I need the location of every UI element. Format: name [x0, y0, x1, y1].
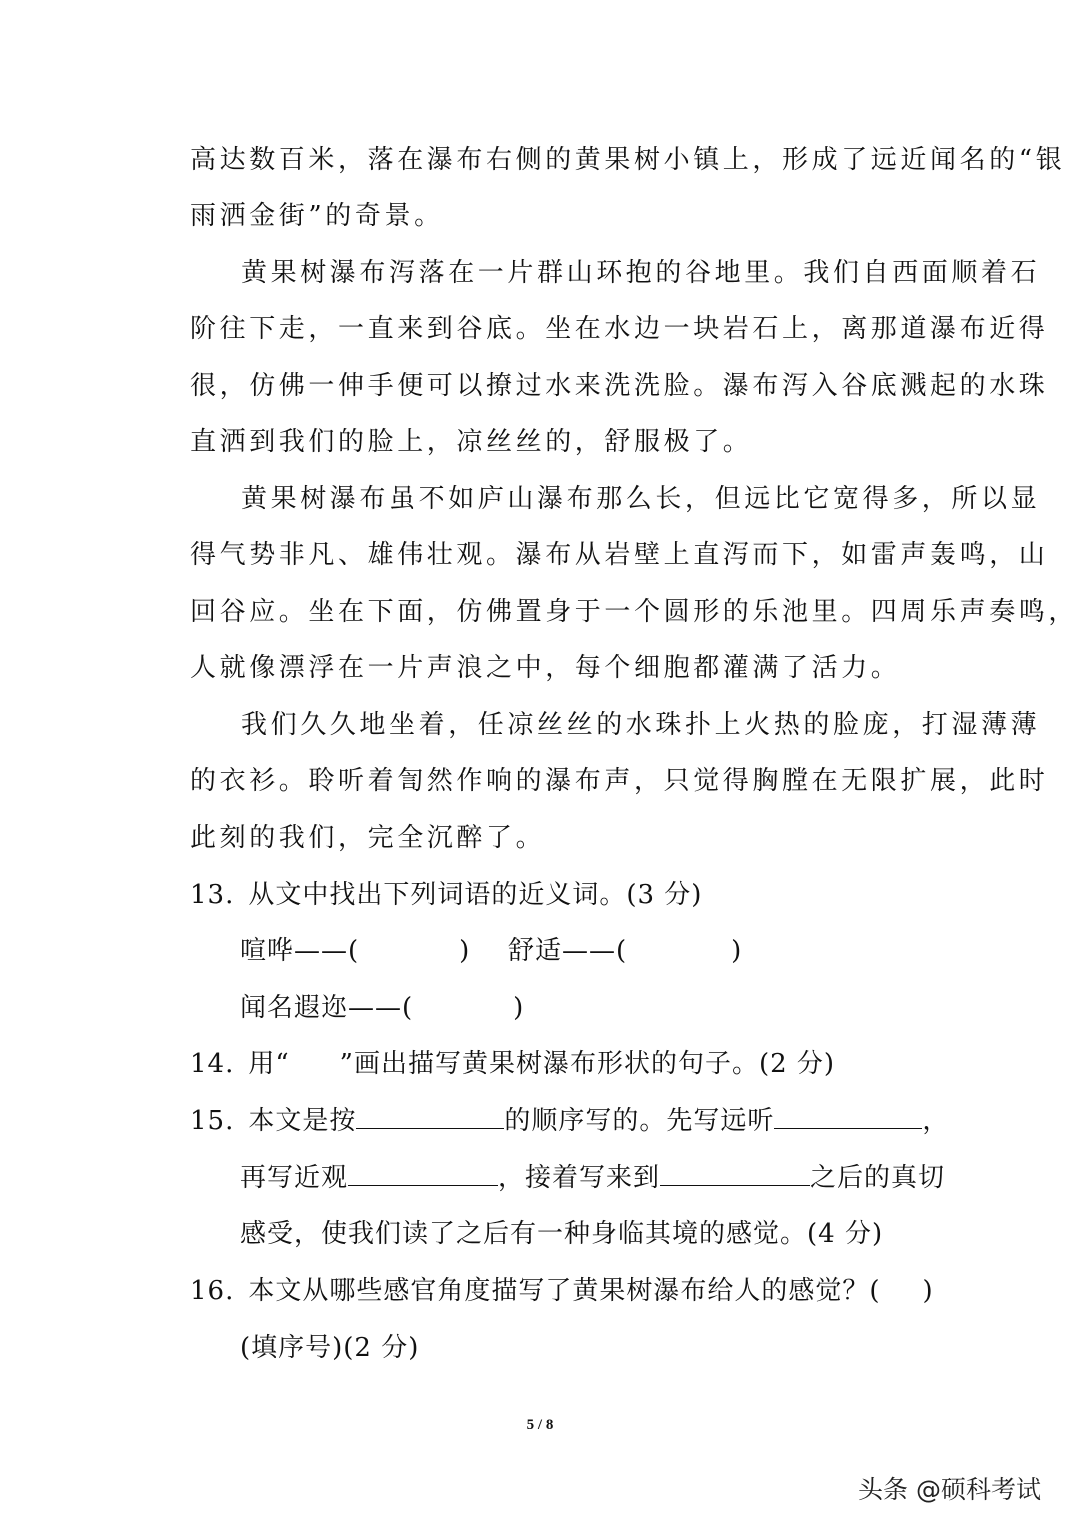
passage-line: 直洒到我们的脸上，凉丝丝的，舒服极了。: [190, 427, 753, 457]
passage-line: 我们久久地坐着，任凉丝丝的水珠扑上火热的脸庞，打湿薄薄: [241, 710, 1041, 740]
question-text: 再写近观: [240, 1163, 349, 1193]
close-paren: ): [731, 936, 743, 966]
question-13-item-3: [240, 991, 524, 1025]
watermark: 头条 @硕科考试: [858, 1475, 1041, 1504]
passage-line: 高达数百米，落在瀑布右侧的黄果树小镇上，形成了远近闻名的“银: [190, 145, 1066, 175]
passage-line: 黄果树瀑布虽不如庐山瀑布那么长，但远比它宽得多，所以显: [241, 484, 1041, 514]
passage-line: 回谷应。坐在下面，仿佛置身于一个圆形的乐池里。四周乐声奏鸣，: [190, 597, 1079, 627]
question-number: 14.: [190, 1049, 235, 1079]
question-13-item-2: [508, 934, 742, 968]
question-text: ，接着写来到: [498, 1163, 661, 1193]
question-13-item-1: [240, 934, 470, 968]
answer-blank[interactable]: [660, 1161, 810, 1186]
passage-line: 的衣衫。聆听着訇然作响的瀑布声，只觉得胸膛在无限扩展，此时: [190, 766, 1049, 796]
word-wenmingxiaer: 闻名遐迩——(: [240, 993, 414, 1023]
close-paren: ): [922, 1276, 934, 1306]
question-text: 本文从哪些感官角度描写了黄果树瀑布给人的感觉？(: [248, 1276, 881, 1306]
passage-line: 得气势非凡、雄伟壮观。瀑布从岩壁上直泻而下，如雷声轰鸣，山: [190, 540, 1049, 570]
page-number: 5 / 8: [526, 1417, 554, 1433]
answer-blank[interactable]: [356, 1104, 504, 1129]
question-16: [190, 1274, 934, 1308]
passage-line: 雨洒金街”的奇景。: [190, 201, 444, 231]
question-15-line-3: 感受，使我们读了之后有一种身临其境的感觉。(4 分): [240, 1219, 884, 1249]
question-text: 从文中找出下列词语的近义词。(3 分): [248, 880, 703, 910]
passage-line: 阶往下走，一直来到谷底。坐在水边一块岩石上，离那道瀑布近得: [190, 314, 1049, 344]
passage-line: 很，仿佛一伸手便可以撩过水来洗洗脸。瀑布泻入谷底溅起的水珠: [190, 371, 1049, 401]
question-text: ”画出描写黄果树瀑布形状的句子。(2 分): [339, 1049, 836, 1079]
question-text: 用“: [248, 1049, 290, 1079]
question-text: ，: [922, 1106, 950, 1136]
question-number: 16.: [190, 1276, 235, 1306]
answer-blank[interactable]: [774, 1104, 922, 1129]
question-15: [190, 1104, 949, 1138]
word-xuanhua: 喧哗——(: [240, 936, 360, 966]
wavy-underline-mark: [290, 1048, 340, 1072]
question-16-note: (填序号)(2 分): [240, 1333, 420, 1363]
question-text: 本文是按: [248, 1106, 357, 1136]
question-15-line-2: [240, 1161, 945, 1195]
question-14: [190, 1047, 835, 1081]
question-text: 之后的真切: [810, 1163, 946, 1193]
question-number: 13.: [190, 880, 235, 910]
close-paren: ): [513, 993, 525, 1023]
passage-line: 人就像漂浮在一片声浪之中，每个细胞都灌满了活力。: [190, 653, 901, 683]
question-number: 15.: [190, 1106, 235, 1136]
question-text: 的顺序写的。先写远听: [504, 1106, 775, 1136]
close-paren: ): [459, 936, 471, 966]
passage-line: 此刻的我们，完全沉醉了。: [190, 823, 546, 853]
answer-blank[interactable]: [348, 1161, 498, 1186]
passage-line: 黄果树瀑布泻落在一片群山环抱的谷地里。我们自西面顺着石: [241, 258, 1041, 288]
word-shushi: 舒适——(: [508, 936, 628, 966]
question-13: [190, 878, 702, 912]
